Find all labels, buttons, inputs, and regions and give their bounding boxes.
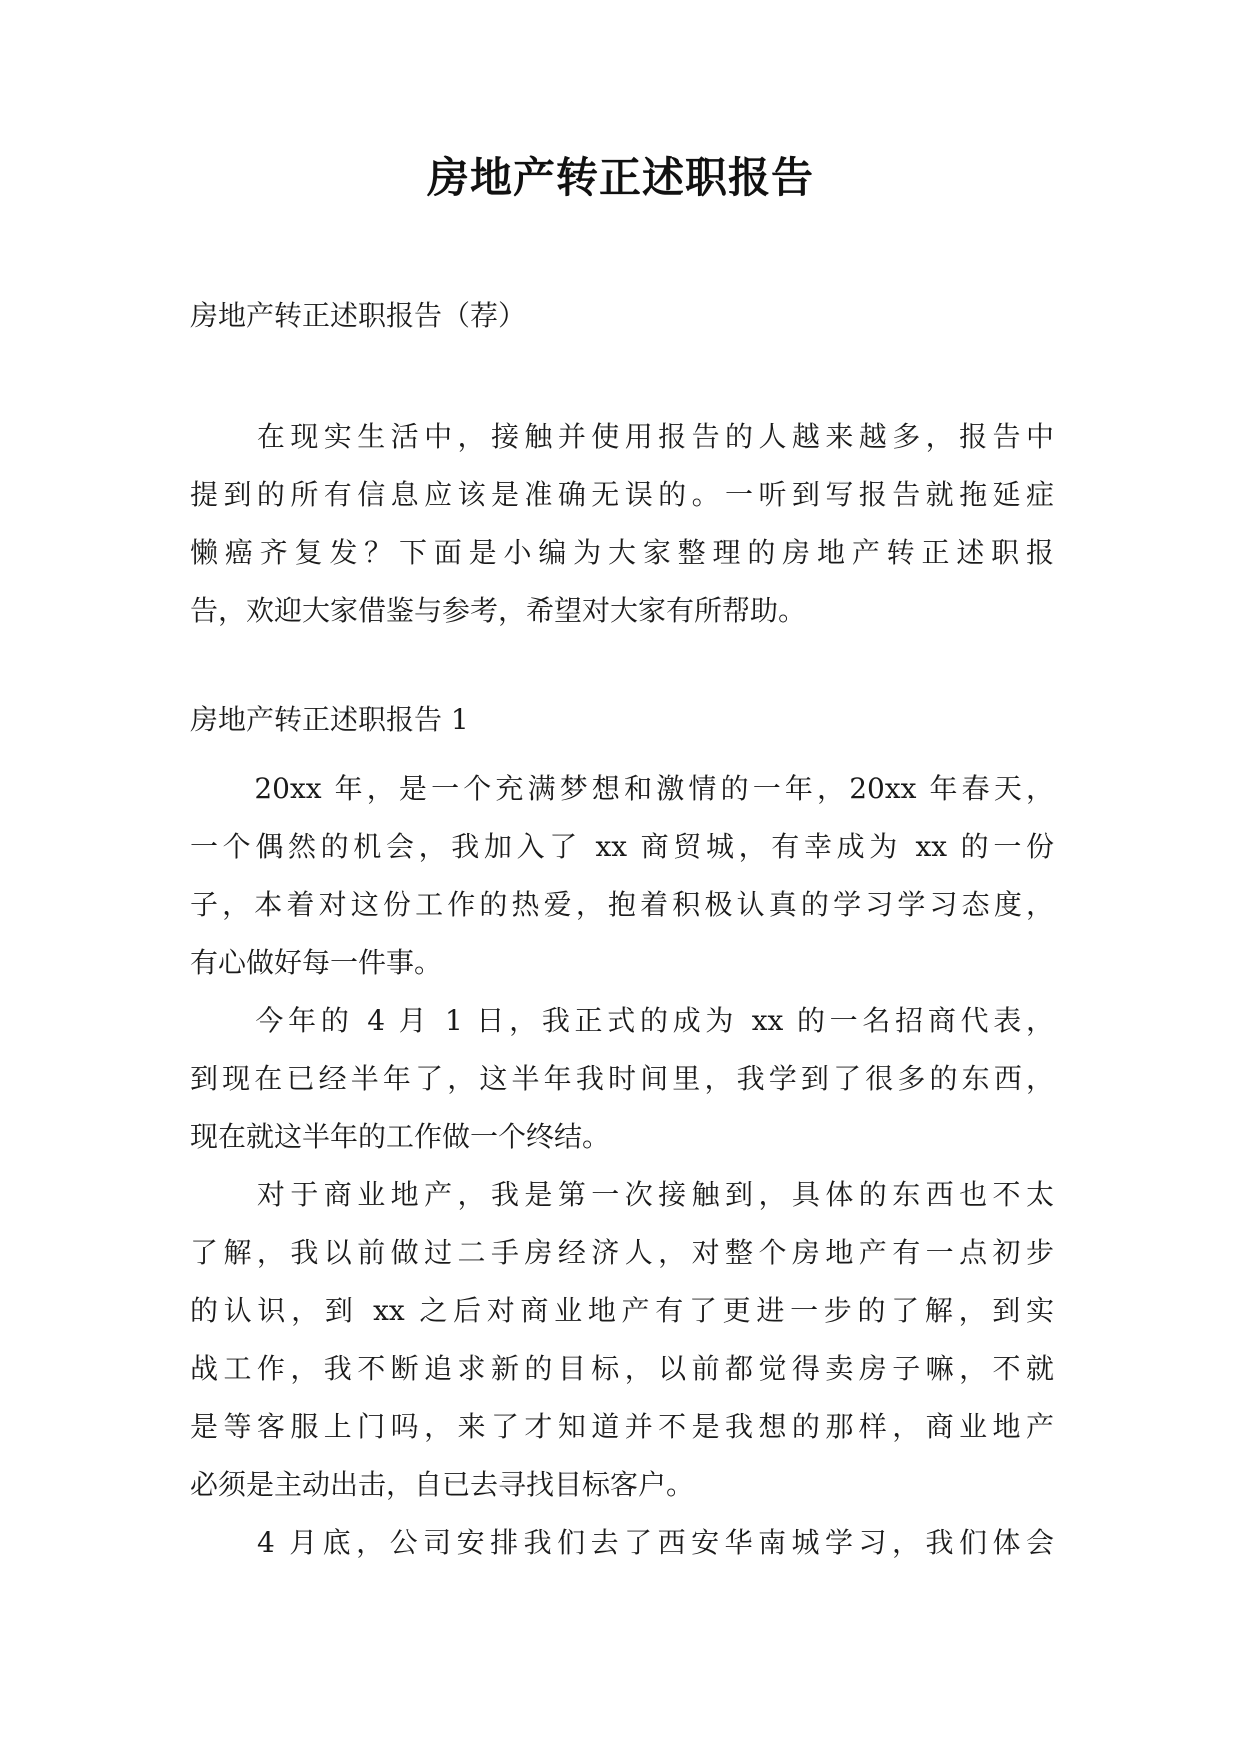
body-line: 4 月底，公司安排我们去了西安华南城学习，我们体会: [190, 1526, 1054, 1559]
body-line: 的认识，到 xx 之后对商业地产有了更进一步的了解，到实: [190, 1294, 1054, 1327]
body-line: 子，本着对这份工作的热爱，抱着积极认真的学习学习态度，: [190, 888, 1054, 921]
body-paragraph: [190, 760, 1054, 992]
body-line: 一个偶然的机会，我加入了 xx 商贸城，有幸成为 xx 的一份: [190, 830, 1054, 863]
intro-line: 提到的所有信息应该是准确无误的。一听到写报告就拖延症: [190, 478, 1054, 511]
body-line: 今年的 4 月 1 日，我正式的成为 xx 的一名招商代表，: [190, 1004, 1054, 1037]
body-text: [190, 760, 1054, 1572]
body-line: 对于商业地产，我是第一次接触到，具体的东西也不太: [190, 1178, 1054, 1211]
body-line: 了解，我以前做过二手房经济人，对整个房地产有一点初步: [190, 1236, 1054, 1269]
body-line: 是等客服上门吗，来了才知道并不是我想的那样，商业地产: [190, 1410, 1054, 1443]
body-line: 战工作，我不断追求新的目标，以前都觉得卖房子嘛，不就: [190, 1352, 1054, 1385]
intro-line: 在现实生活中，接触并使用报告的人越来越多，报告中: [190, 420, 1054, 453]
intro-paragraph: [190, 408, 1054, 640]
document-subtitle: 房地产转正述职报告（荐）: [190, 299, 527, 332]
body-line: 有心做好每一件事。: [190, 946, 443, 979]
body-line: 现在就这半年的工作做一个终结。: [190, 1120, 611, 1153]
document-title: 房地产转正述职报告: [426, 153, 814, 202]
body-paragraph: [190, 1514, 1054, 1572]
intro-line: 告，欢迎大家借鉴与参考，希望对大家有所帮助。: [190, 594, 807, 627]
body-paragraph: [190, 992, 1054, 1166]
body-line: 20xx 年，是一个充满梦想和激情的一年，20xx 年春天，: [190, 772, 1054, 805]
intro-line: 懒癌齐复发？下面是小编为大家整理的房地产转正述职报: [190, 536, 1054, 569]
section-heading: 房地产转正述职报告 1: [190, 703, 469, 736]
body-line: 到现在已经半年了，这半年我时间里，我学到了很多的东西，: [190, 1062, 1054, 1095]
body-paragraph: [190, 1166, 1054, 1514]
body-line: 必须是主动出击，自已去寻找目标客户。: [190, 1468, 695, 1501]
